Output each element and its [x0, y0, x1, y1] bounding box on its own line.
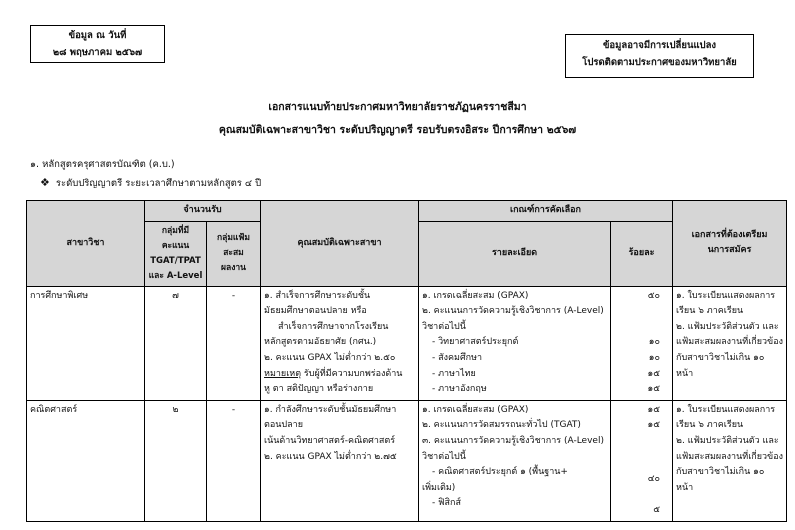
note-label: หมายเหตุ [264, 368, 302, 379]
doc-line: แฟ้มสะสมผลงานที่เกี่ยวข้อง [676, 451, 784, 462]
doc-line: ๑. ใบระเบียนแสดงผลการ [676, 290, 776, 301]
criteria-line: - ภาษาไทย [432, 368, 476, 379]
diamond-bullet-icon: ❖ [40, 176, 50, 189]
documents-cell [673, 400, 787, 521]
percent-value: ๑๐ [648, 337, 661, 348]
percent-value: ๕ [653, 505, 661, 516]
header-documents-line1: เอกสารที่ต้องเตรียม [691, 229, 768, 240]
qual-line: ตอนปลาย [264, 420, 303, 431]
criteria-percent-cell [611, 286, 673, 400]
criteria-line: ๒. คะแนนการวัดสมรรถนะทั่วไป (TGAT) [422, 420, 581, 431]
date-box-date: ๒๘ พฤษภาคม ๒๕๖๗ [52, 47, 143, 58]
document-title: เอกสารแนบท้ายประกาศมหาวิทยาลัยราชภัฏนครราชสีมา [268, 101, 527, 113]
header-quota: จำนวนรับ [145, 201, 261, 222]
quota-portfolio-cell: - [207, 400, 261, 521]
doc-line: กับสาขาวิชาไม่เกิน ๑๐ หน้า [676, 467, 765, 493]
criteria-line: ๓. คะแนนการวัดความรู้เชิงวิชาการ (A-Level) [422, 435, 604, 446]
section-heading: ๑. หลักสูตรครุศาสตรบัณฑิต (ค.บ.) [30, 159, 175, 170]
note-text: รับผู้ที่มีความบกพร่องด้าน [301, 368, 403, 379]
criteria-line: ๑. เกรดเฉลี่ยสะสม (GPAX) [422, 404, 529, 415]
doc-line: เรียน ๖ ภาคเรียน [676, 306, 744, 317]
criteria-line: วิชาต่อไปนี้ [422, 321, 466, 332]
documents-cell [673, 286, 787, 400]
header-q2-line: ผลงาน [221, 263, 246, 274]
header-major: สาขาวิชา [27, 201, 145, 287]
header-documents-line2: นการสมัคร [707, 245, 752, 256]
quota-score-cell: ๒ [145, 400, 207, 521]
header-documents [673, 201, 787, 287]
percent-value: ๑๐ [648, 352, 661, 363]
notice-box [565, 34, 754, 78]
qual-line: ๒. คะแนน GPAX ไม่ต่ำกว่า ๒.๗๕ [264, 451, 397, 462]
qual-note [264, 367, 415, 383]
criteria-line: ๑. เกรดเฉลี่ยสะสม (GPAX) [422, 290, 529, 301]
header-q1-line: กลุ่มที่มี [161, 225, 190, 236]
qual-line: สำเร็จการศึกษาจากโรงเรียน [278, 321, 389, 332]
criteria-line: - ภาษาอังกฤษ [432, 384, 487, 395]
doc-line: แฟ้มสะสมผลงานที่เกี่ยวข้อง [676, 337, 784, 348]
qual-line: ๑. สำเร็จการศึกษาระดับชั้น [264, 290, 371, 301]
header-q1-line: TGAT/TPAT [150, 255, 201, 266]
data-date-box [30, 25, 165, 63]
doc-line: กับสาขาวิชาไม่เกิน ๑๐ หน้า [676, 352, 765, 379]
qualifications-cell [261, 286, 419, 400]
notice-line-1: ข้อมูลอาจมีการเปลี่ยนแปลง [602, 40, 717, 51]
subsection-heading [40, 176, 261, 191]
qual-note-line2: หู ตา สติปัญญา หรือร่างกาย [264, 384, 374, 395]
criteria-line: - วิทยาศาสตร์ประยุกต์ [432, 337, 519, 348]
doc-line: ๒. แฟ้มประวัติส่วนตัว และ [676, 435, 779, 446]
header-q2-line: สะสม [223, 248, 244, 259]
qual-line: เน้นด้านวิทยาศาสตร์-คณิตศาสตร์ [264, 435, 396, 446]
header-criteria-detail: รายละเอียด [419, 221, 611, 286]
subsection-text: ระดับปริญญาตรี ระยะเวลาศึกษาตามหลักสูตร ๔ ปี [55, 178, 262, 189]
percent-value: ๑๕ [647, 368, 661, 379]
header-q1-line: และ A-Level [148, 270, 203, 281]
percent-value: ๑๕ [647, 384, 661, 395]
qual-line: ๑. กำลังศึกษาระดับชั้นมัธยมศึกษา [264, 404, 397, 415]
criteria-line: - คณิตศาสตร์ประยุกต์ ๑ (พื้นฐาน+ [432, 467, 568, 478]
document-subtitle: คุณสมบัติเฉพาะสาขาวิชา ระดับปริญญาตรี รอบรับตรงอิสระ ปีการศึกษา ๒๕๖๗ [218, 124, 577, 136]
header-criteria-percent: ร้อยละ [611, 221, 673, 286]
header-q1-line: คะแนน [161, 240, 190, 251]
admission-table [26, 200, 787, 522]
percent-value: ๕๐ [647, 290, 661, 301]
header-q2-line: กลุ่มแฟ้ม [216, 233, 251, 244]
qual-line: ๒. คะแนน GPAX ไม่ต่ำกว่า ๒.๕๐ [264, 352, 396, 363]
percent-value: ๔๐ [647, 474, 661, 485]
notice-line-2: โปรดติดตามประกาศของมหาวิทยาลัย [582, 57, 737, 68]
quota-portfolio-cell: - [207, 286, 261, 400]
criteria-line: - ฟิสิกส์ [432, 498, 461, 509]
criteria-line: - สังคมศึกษา [432, 352, 483, 363]
criteria-line: วิชาต่อไปนี้ [422, 451, 466, 462]
criteria-detail-cell [419, 400, 611, 521]
qualifications-cell [261, 400, 419, 521]
major-cell: คณิตศาสตร์ [27, 400, 145, 521]
qual-line: หลักสูตรตามอัธยาศัย (กศน.) [264, 337, 377, 348]
header-quota-portfolio-group [207, 221, 261, 286]
criteria-percent-cell [611, 400, 673, 521]
percent-value: ๑๕ [647, 420, 661, 431]
criteria-line: ๒. คะแนนการวัดความรู้เชิงวิชาการ (A-Level) [422, 306, 604, 317]
quota-score-cell: ๗ [145, 286, 207, 400]
table-row [27, 286, 787, 400]
header-qualifications: คุณสมบัติเฉพาะสาขา [261, 201, 419, 287]
doc-line: ๒. แฟ้มประวัติส่วนตัว และ [676, 321, 779, 332]
doc-line: ๑. ใบระเบียนแสดงผลการ [676, 404, 776, 415]
date-box-label: ข้อมูล ณ วันที่ [68, 30, 127, 41]
table-row [27, 400, 787, 521]
major-cell: การศึกษาพิเศษ [27, 286, 145, 400]
header-criteria: เกณฑ์การคัดเลือก [419, 201, 673, 222]
criteria-detail-cell [419, 286, 611, 400]
doc-line: เรียน ๖ ภาคเรียน [676, 420, 744, 431]
percent-value: ๑๕ [647, 404, 661, 415]
header-quota-score-group [145, 221, 207, 286]
criteria-line: เพิ่มเติม) [422, 482, 456, 493]
qual-line: มัธยมศึกษาตอนปลาย หรือ [264, 306, 367, 317]
